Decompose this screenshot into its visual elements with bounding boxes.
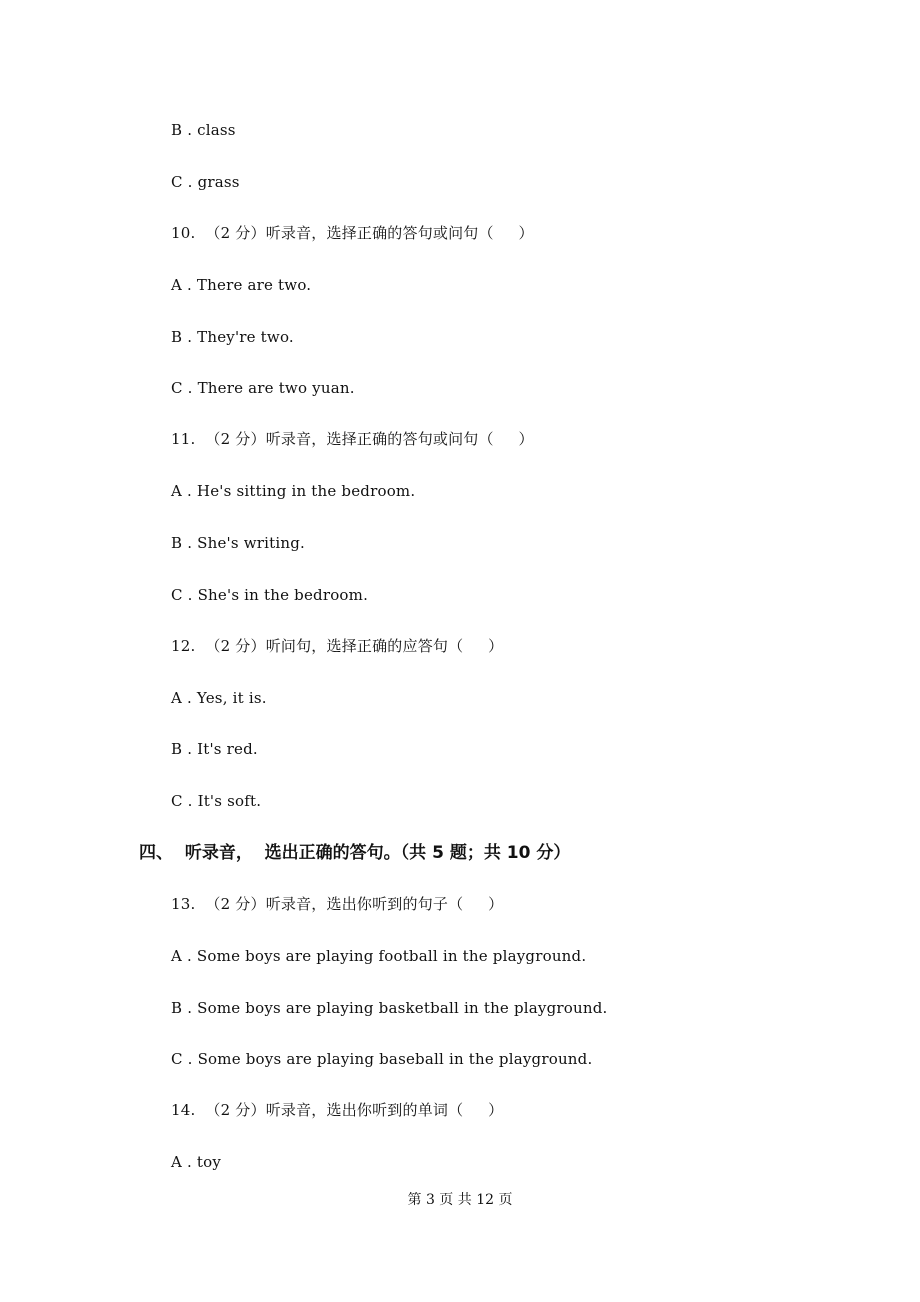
q10-option-b: B . They're two.	[171, 328, 294, 346]
question-10: 10. （2 分）听录音，选择正确的答句或问句（ ）	[171, 224, 534, 242]
q9-option-c: C . grass	[171, 173, 240, 191]
q14-option-a: A . toy	[171, 1153, 222, 1171]
q10-option-c: C . There are two yuan.	[171, 379, 355, 397]
q11-option-a: A . He's sitting in the bedroom.	[171, 482, 416, 500]
question-11: 11. （2 分）听录音，选择正确的答句或问句（ ）	[171, 430, 534, 448]
q11-option-c: C . She's in the bedroom.	[171, 586, 369, 604]
page-footer: 第 3 页 共 12 页	[407, 1192, 513, 1208]
question-13: 13. （2 分）听录音，选出你听到的句子（ ）	[171, 895, 504, 913]
q12-option-b: B . It's red.	[171, 740, 258, 758]
q13-option-a: A . Some boys are playing football in the playground.	[171, 947, 587, 965]
question-12: 12. （2 分）听问句，选择正确的应答句（ ）	[171, 637, 504, 655]
q13-option-b: B . Some boys are playing basketball in the playground.	[171, 999, 608, 1017]
q11-option-b: B . She's writing.	[171, 534, 305, 552]
q12-option-c: C . It's soft.	[171, 792, 262, 810]
q12-option-a: A . Yes, it is.	[171, 689, 267, 707]
question-14: 14. （2 分）听录音，选出你听到的单词（ ）	[171, 1101, 504, 1119]
q9-option-b: B . class	[171, 121, 236, 139]
section-4-heading: 四、 听录音， 选出正确的答句。（共 5 题；共 10 分）	[139, 843, 571, 863]
q13-option-c: C . Some boys are playing baseball in the playground.	[171, 1050, 593, 1068]
q10-option-a: A . There are two.	[171, 276, 312, 294]
